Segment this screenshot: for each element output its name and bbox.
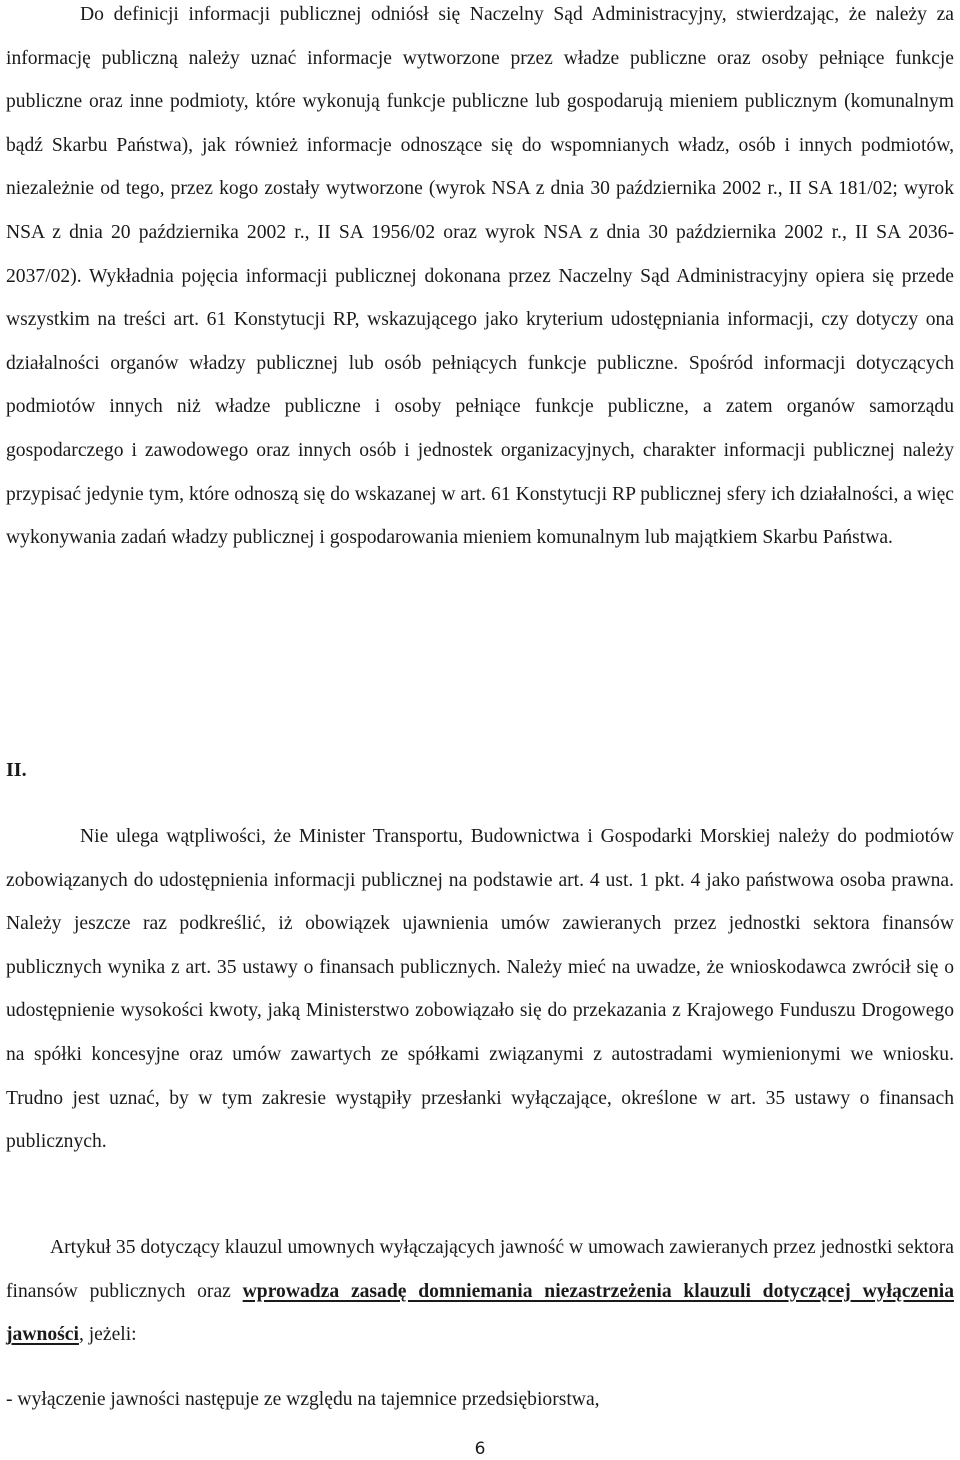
paragraph-nsa-definition: Do definicji informacji publicznej odniósł się Naczelny Sąd Administracyjny, stwierdzając, że należy za informację publiczną należy uznać informacje wytworzone przez władze publiczne oraz osoby pełniące funkcje publiczne oraz inne podmioty, które wykonują funkcje publiczne lub gospodarują mieniem publicznym (komunalnym bądź Skarbu Państwa), jak również informacje odnoszące się do wspomnianych władz, osób i innych podmiotów, niezależnie od tego, przez kogo zostały wytworzone (wyrok NSA z dnia 30 października 2002 r., II SA 181/02; wyrok NSA z dnia 20 października 2002 r., II SA 1956/02 oraz wyrok NSA z dnia 30 października 2002 r., II SA 2036-2037/02). Wykładnia pojęcia informacji publicznej dokonana przez Naczelny Sąd Administracyjny opiera się przede wszystkim na treści art. 61 Konstytucji RP, wskazującego jako kryterium udostępniania informacji, czy dotyczy ona działalności organów władzy publicznej lub osób pełniących funkcje publiczne. Spośród informacji dotyczących podmiotów innych niż władze publiczne i osoby pełniące funkcje publiczne, a zatem organów samorządu gospodarczego i zawodowego oraz innych osób i jednostek organizacyjnych, charakter informacji publicznej należy przypisać jedynie tym, które odnoszą się do wskazanej w art. 61 Konstytucji RP publicznej sfery ich działalności, a więc wykonywania zadań władzy publicznej i gospodarowania mieniem komunalnym lub majątkiem Skarbu Państwa. <box>6 4 954 549</box>
paragraph-article-35 <box>6 1226 954 1357</box>
section-heading-roman-two: II. <box>6 759 27 781</box>
page-number: 6 <box>474 1439 486 1459</box>
list-item-trade-secret: - wyłączenie jawności następuje ze względu na tajemnice przedsiębiorstwa, <box>6 1389 600 1410</box>
document-page <box>6 0 954 1460</box>
paragraph-minister-obligation: Nie ulega wątpliwości, że Minister Transportu, Budownictwa i Gospodarki Morskiej należy do podmiotów zobowiązanych do udostępnienia informacji publicznej na podstawie art. 4 ust. 1 pkt. 4 jako państwowa osoba prawna. Należy jeszcze raz podkreślić, iż obowiązek ujawnienia umów zawieranych przez jednostki sektora finansów publicznych wynika z art. 35 ustawy o finansach publicznych. Należy mieć na uwadze, że wnioskodawca zwrócił się o udostępnienie wysokości kwoty, jaką Ministerstwo zobowiązało się do przekazania z Krajowego Funduszu Drogowego na spółki koncesyjne oraz umów zawartych ze spółkami związanymi z autostradami wymienionymi we wniosku. Trudno jest uznać, by w tym zakresie wystąpiły przesłanki wyłączające, określone w art. 35 ustawy o finansach publicznych. <box>6 826 954 1153</box>
article-35-emphasis: wprowadza zasadę domniemania niezastrzeżenia klauzuli dotyczącej wyłączenia jawności <box>6 1280 954 1346</box>
article-35-text-before: Artykuł 35 dotyczący klauzul umownych wyłączających jawność w umowach zawieranych przez jednostki sektora finansów publicznych oraz <box>6 1237 954 1302</box>
article-35-text-after: , jeżeli: <box>78 1324 137 1346</box>
